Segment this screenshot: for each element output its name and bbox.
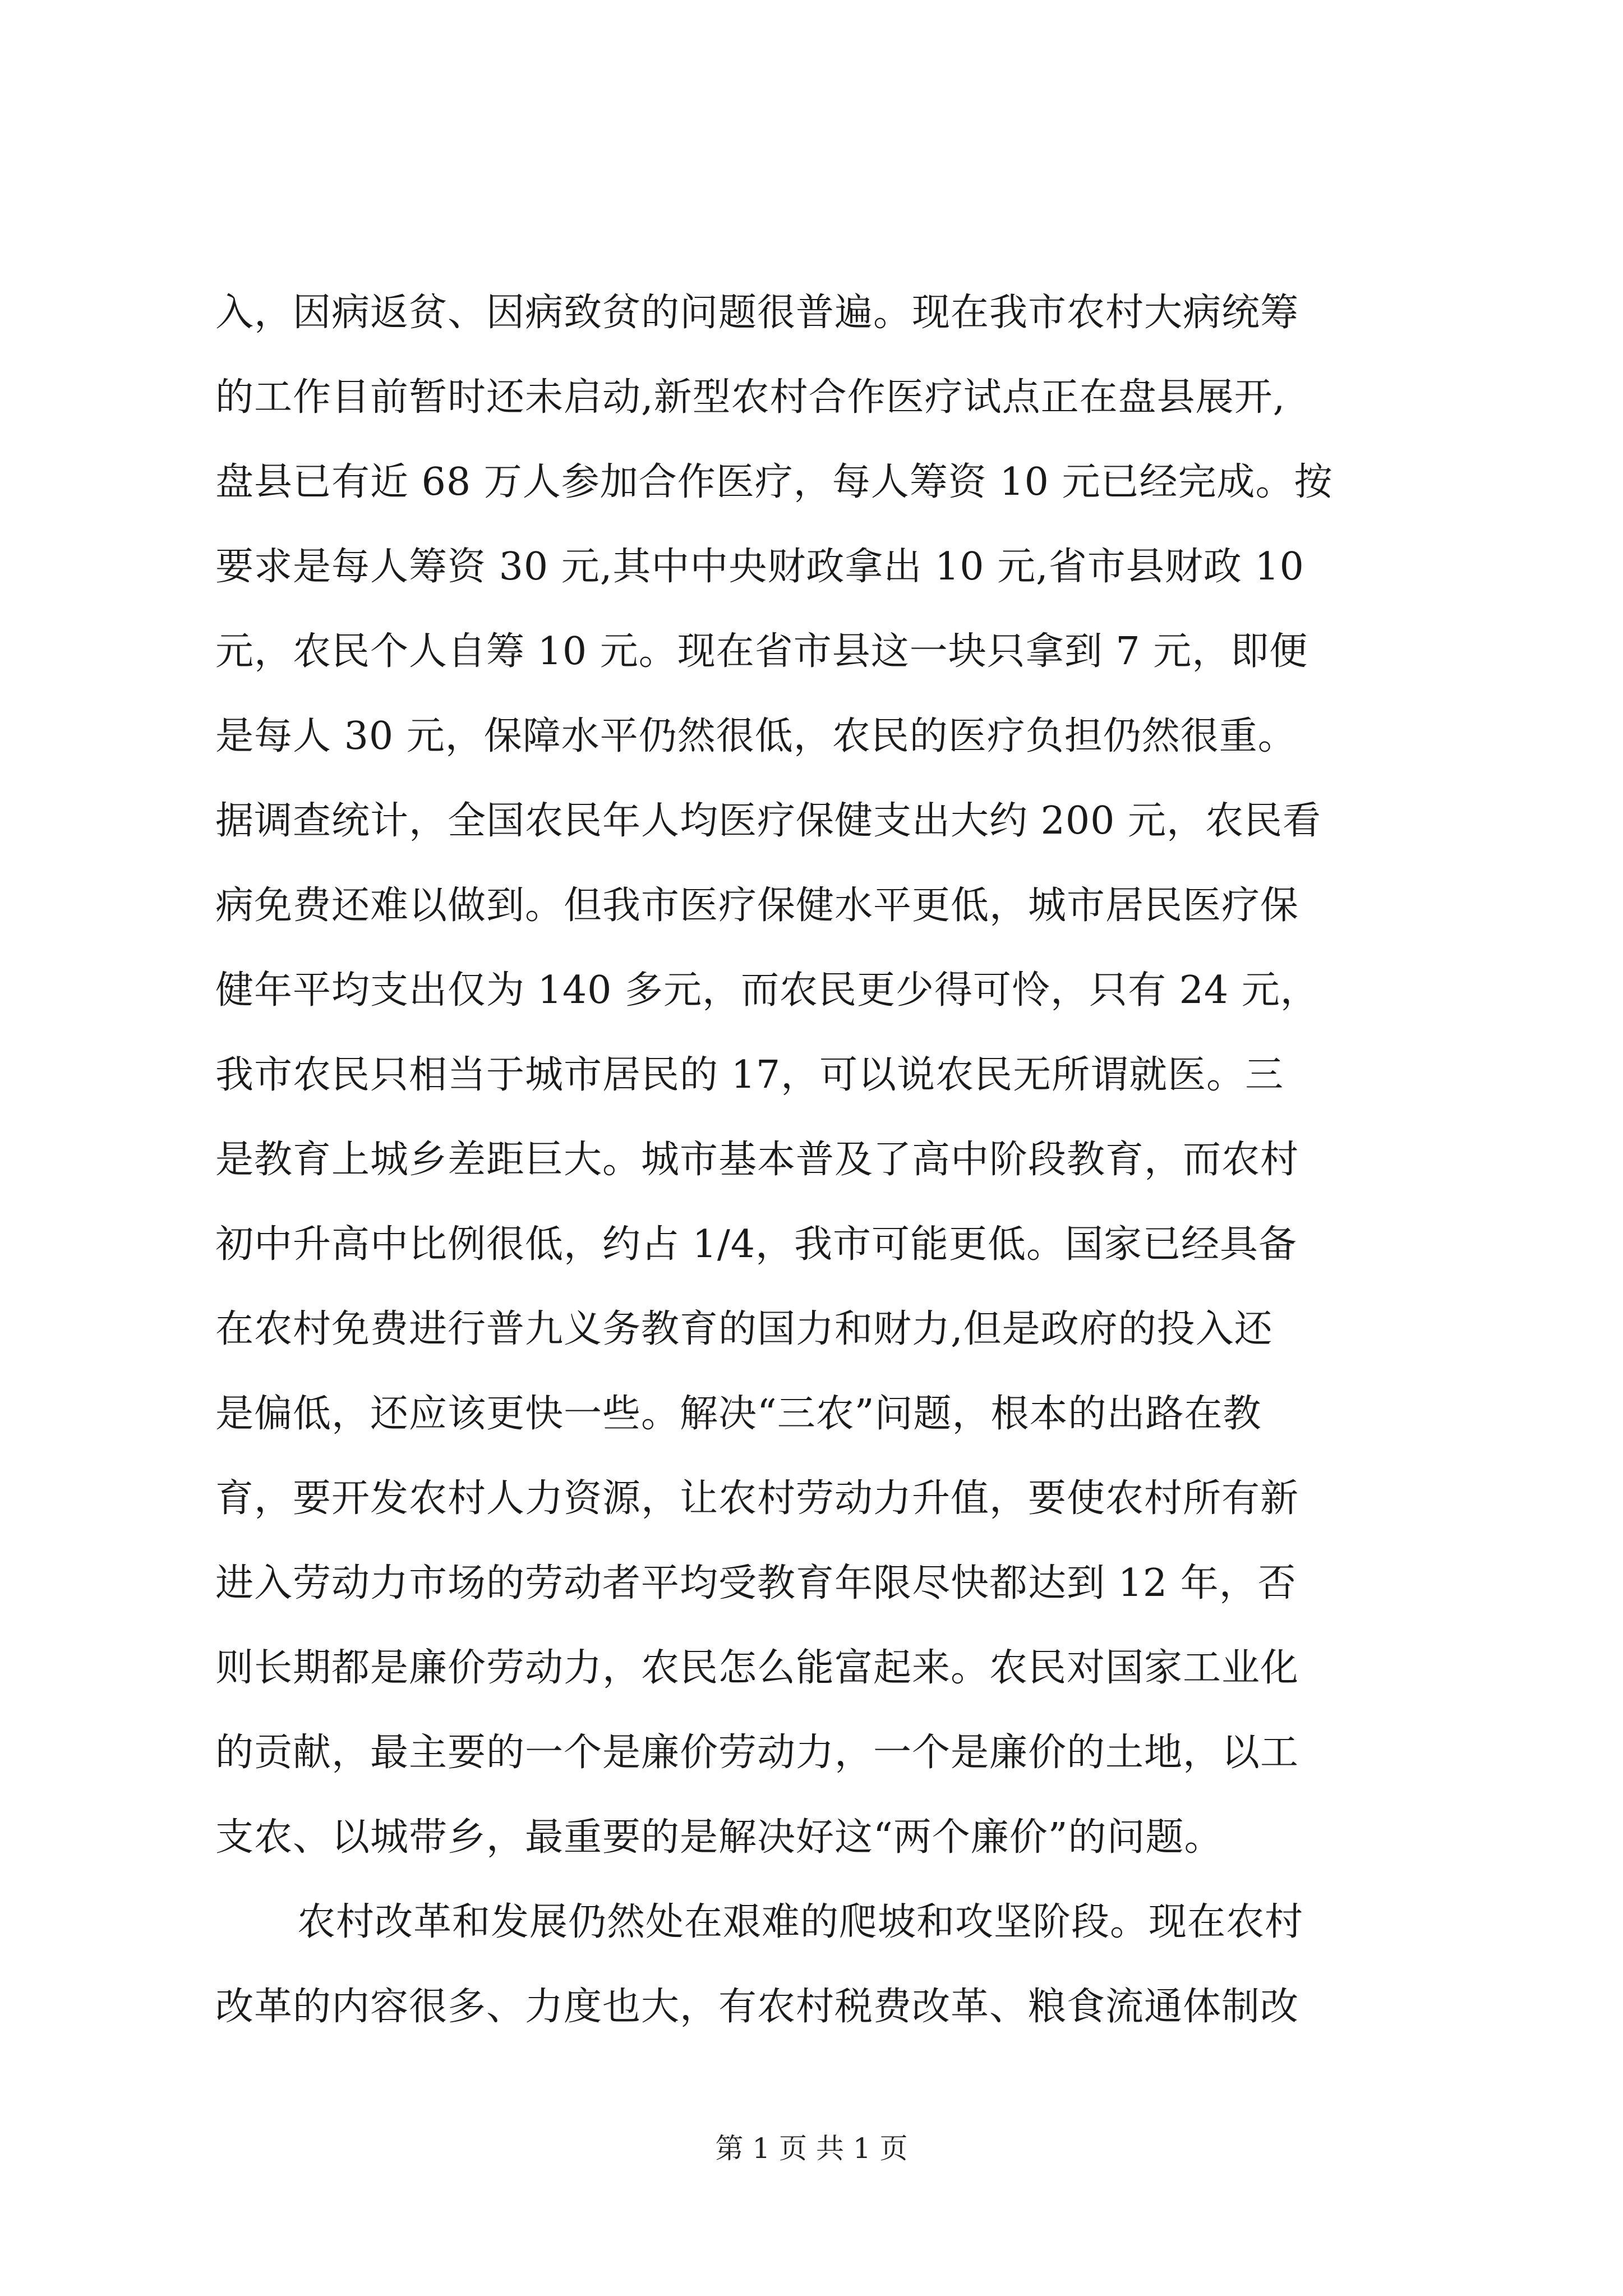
text-line: 是教育上城乡差距巨大。城市基本普及了高中阶段教育，而农村	[215, 1138, 1299, 1182]
text-line: 育，要开发农村人力资源，让农村劳动力升值，要使农村所有新	[215, 1476, 1299, 1521]
page-footer: 第 1 页 共 1 页	[715, 2132, 908, 2165]
text-line: 据调查统计，全国农民年人均医疗保健支出大约 200 元，农民看	[215, 799, 1322, 843]
text-line: 病免费还难以做到。但我市医疗保健水平更低，城市居民医疗保	[215, 884, 1299, 928]
paragraph-start-line: 农村改革和发展仍然处在艰难的爬坡和攻坚阶段。现在农村	[297, 1900, 1304, 1944]
text-line: 在农村免费进行普九义务教育的国力和财力,但是政府的投入还	[215, 1307, 1273, 1351]
text-line: 健年平均支出仅为 140 多元，而农民更少得可怜，只有 24 元，	[215, 968, 1319, 1013]
text-line: 入，因病返贫、因病致贫的问题很普遍。现在我市农村大病统筹	[215, 291, 1299, 335]
text-line: 进入劳动力市场的劳动者平均受教育年限尽快都达到 12 年，否	[215, 1561, 1297, 1605]
text-line: 则长期都是廉价劳动力，农民怎么能富起来。农民对国家工业化	[215, 1646, 1299, 1690]
text-line: 盘县已有近 68 万人参加合作医疗，每人筹资 10 元已经完成。按	[215, 460, 1333, 504]
text-line: 改革的内容很多、力度也大，有农村税费改革、粮食流通体制改	[215, 1985, 1299, 2029]
text-line: 的贡献，最主要的一个是廉价劳动力，一个是廉价的土地，以工	[215, 1731, 1299, 1775]
text-line: 我市农民只相当于城市居民的 17，可以说农民无所谓就医。三	[215, 1053, 1284, 1097]
text-line: 要求是每人筹资 30 元,其中中央财政拿出 10 元,省市县财政 10	[215, 545, 1304, 589]
document-body	[215, 267, 1427, 2046]
text-line: 的工作目前暂时还未启动,新型农村合作医疗试点正在盘县展开,	[215, 375, 1286, 420]
text-line: 初中升高中比例很低，约占 1/4，我市可能更低。国家已经具备	[215, 1222, 1298, 1267]
text-line: 是偏低，还应该更快一些。解决“三农”问题，根本的出路在教	[215, 1392, 1262, 1436]
text-line: 元，农民个人自筹 10 元。现在省市县这一块只拿到 7 元，即便	[215, 629, 1308, 674]
text-line: 支农、以城带乡，最重要的是解决好这“两个廉价”的问题。	[215, 1815, 1223, 1860]
text-line: 是每人 30 元，保障水平仍然很低，农民的医疗负担仍然很重。	[215, 714, 1297, 758]
